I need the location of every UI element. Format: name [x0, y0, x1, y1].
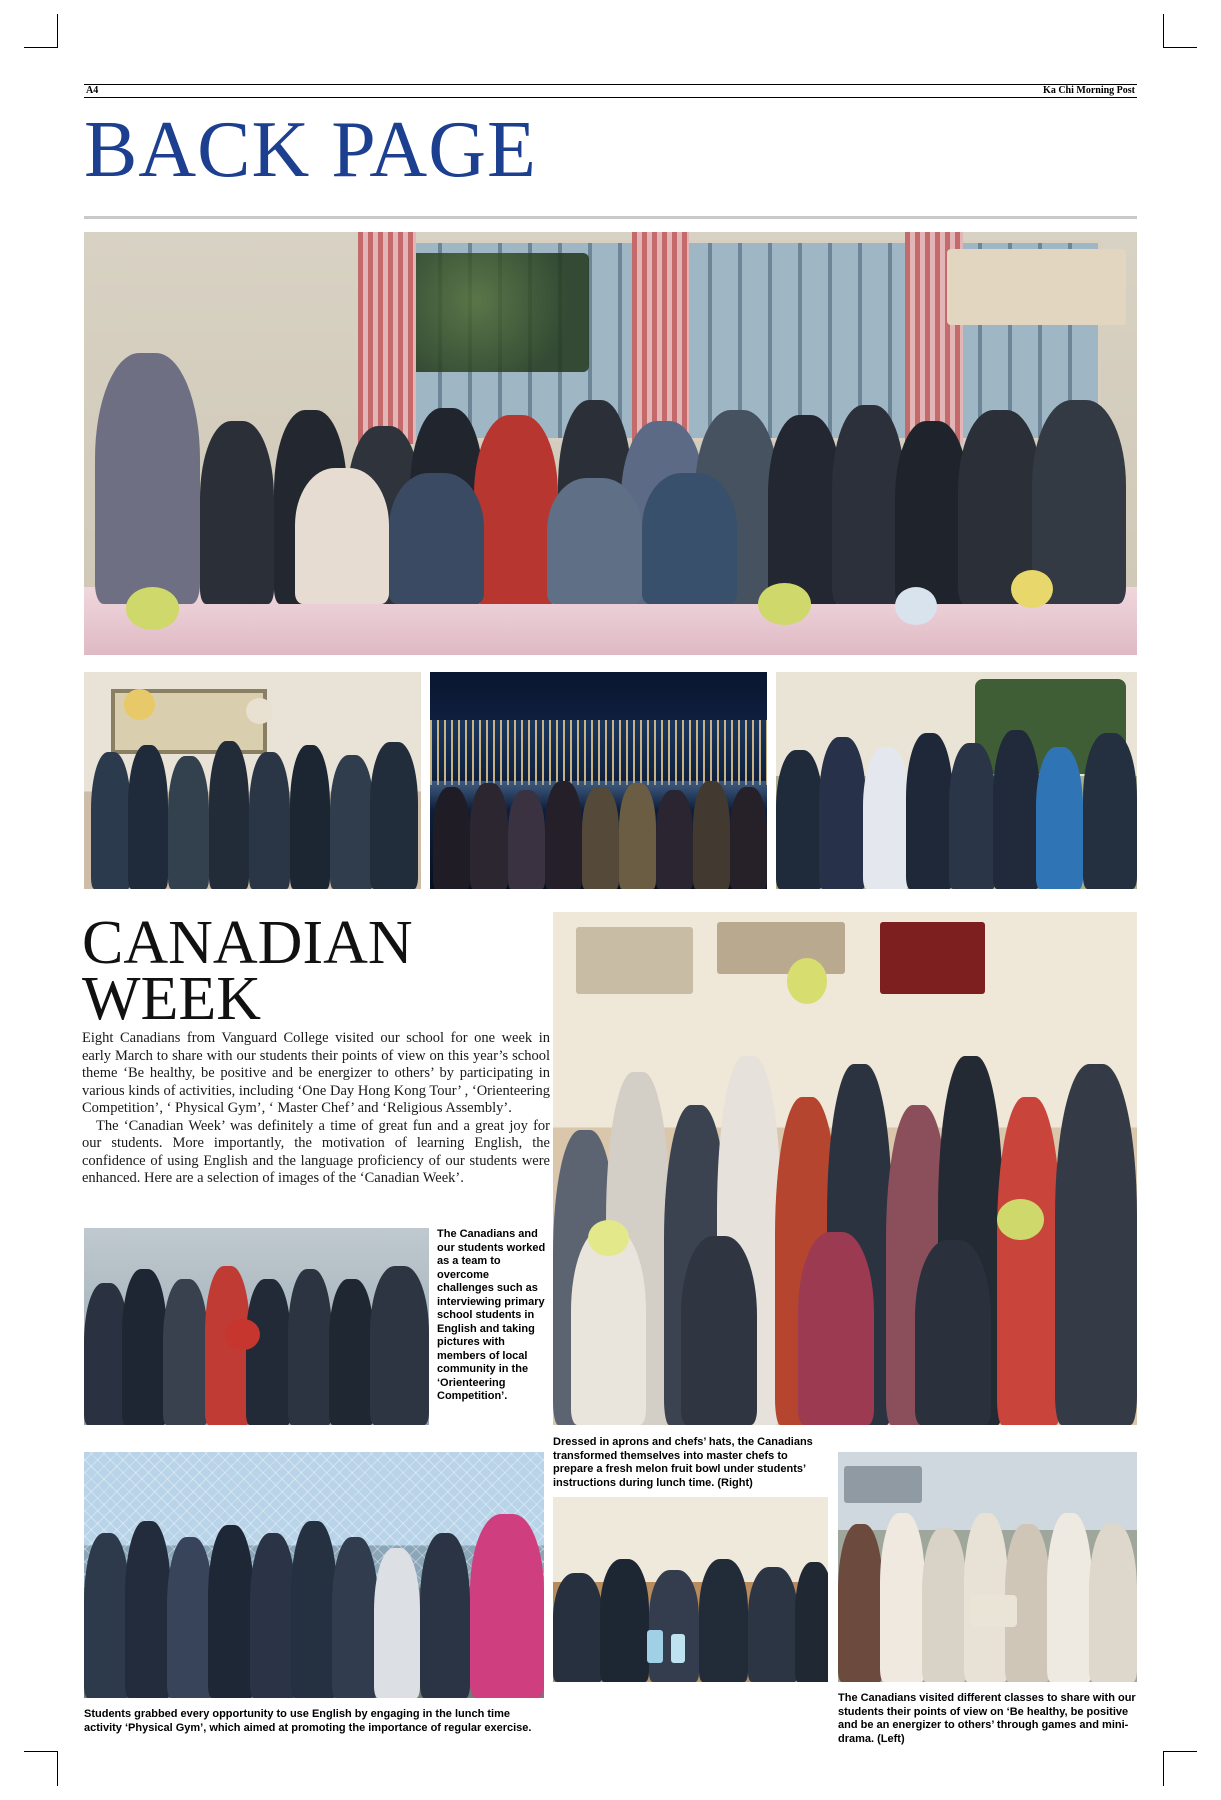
crop-mark-top-right-h — [1163, 47, 1197, 48]
caption-master-chef: Dressed in aprons and chefs’ hats, the Canadians transformed themselves into master chefs to prepare a fresh melon fruit bowl under students’ instructions during lunch time. (Right) — [553, 1436, 813, 1489]
page-title: BACK PAGE — [84, 106, 537, 194]
headline-line-2: WEEK — [82, 965, 262, 1033]
headline-line-1: CANADIAN — [82, 909, 413, 977]
strip-photo-right — [776, 672, 1137, 889]
caption-physical-gym: Students grabbed every opportunity to use English by engaging in the lunch time activity ‘Physical Gym’, which aimed at promoting the importance of regular exercise. — [84, 1708, 532, 1734]
article-paragraph-1: Eight Canadians from Vanguard College visited our school for one week in early March to share with our students their points of view on this year’s school theme ‘Be healthy, be positive and be energizer to others’ by participating in various kinds of activities, including ‘One Day Hong Kong Tour’ , ‘Orienteering Competition’, ‘ Physical Gym’, ‘ Master Chef’ and ‘Religious Assembly’. — [82, 1030, 550, 1116]
classroom-visit-photo — [553, 1497, 828, 1682]
running-head-rule-bottom — [84, 97, 1137, 98]
publication-name: Ka Chi Morning Post — [1043, 85, 1135, 96]
crop-mark-bottom-right-h — [1163, 1751, 1197, 1752]
strip-photo-middle — [430, 672, 767, 889]
title-divider — [84, 216, 1137, 219]
orienteering-photo — [84, 1228, 429, 1425]
strip-photo-left — [84, 672, 421, 889]
physical-gym-photo — [84, 1452, 544, 1698]
crop-mark-bottom-right-v — [1163, 1752, 1164, 1786]
crop-mark-top-left-h — [24, 47, 58, 48]
article-headline — [82, 909, 552, 1033]
hero-photo — [84, 232, 1137, 655]
crop-mark-top-left-v — [57, 14, 58, 48]
crop-mark-top-right-v — [1163, 14, 1164, 48]
page-folio: A4 — [86, 85, 99, 96]
master-chef-photo — [553, 912, 1137, 1425]
running-head — [84, 84, 1137, 98]
crop-mark-bottom-left-v — [57, 1752, 58, 1786]
mini-drama-photo — [838, 1452, 1137, 1682]
caption-classes: The Canadians visited different classes to share with our students their points of view on ‘Be healthy, be positive and be an energizer to others’ through games and mini-drama. (Left) — [838, 1692, 1136, 1745]
crop-mark-bottom-left-h — [24, 1751, 58, 1752]
article-paragraph-2: The ‘Canadian Week’ was definitely a time of great fun and a great joy for our students. More importantly, the motivation of learning English, the confidence of using English and the language proficiency of our students were enhanced. Here are a selection of images of the ‘Canadian Week’. — [82, 1117, 550, 1186]
running-head-rule-top — [84, 84, 1137, 85]
article-body — [82, 1030, 550, 1188]
caption-orienteering: The Canadians and our students worked as a team to overcome challenges such as interviewing primary school students in English and taking pictures with members of local community in the ‘Orienteering Competition’. — [437, 1228, 546, 1402]
